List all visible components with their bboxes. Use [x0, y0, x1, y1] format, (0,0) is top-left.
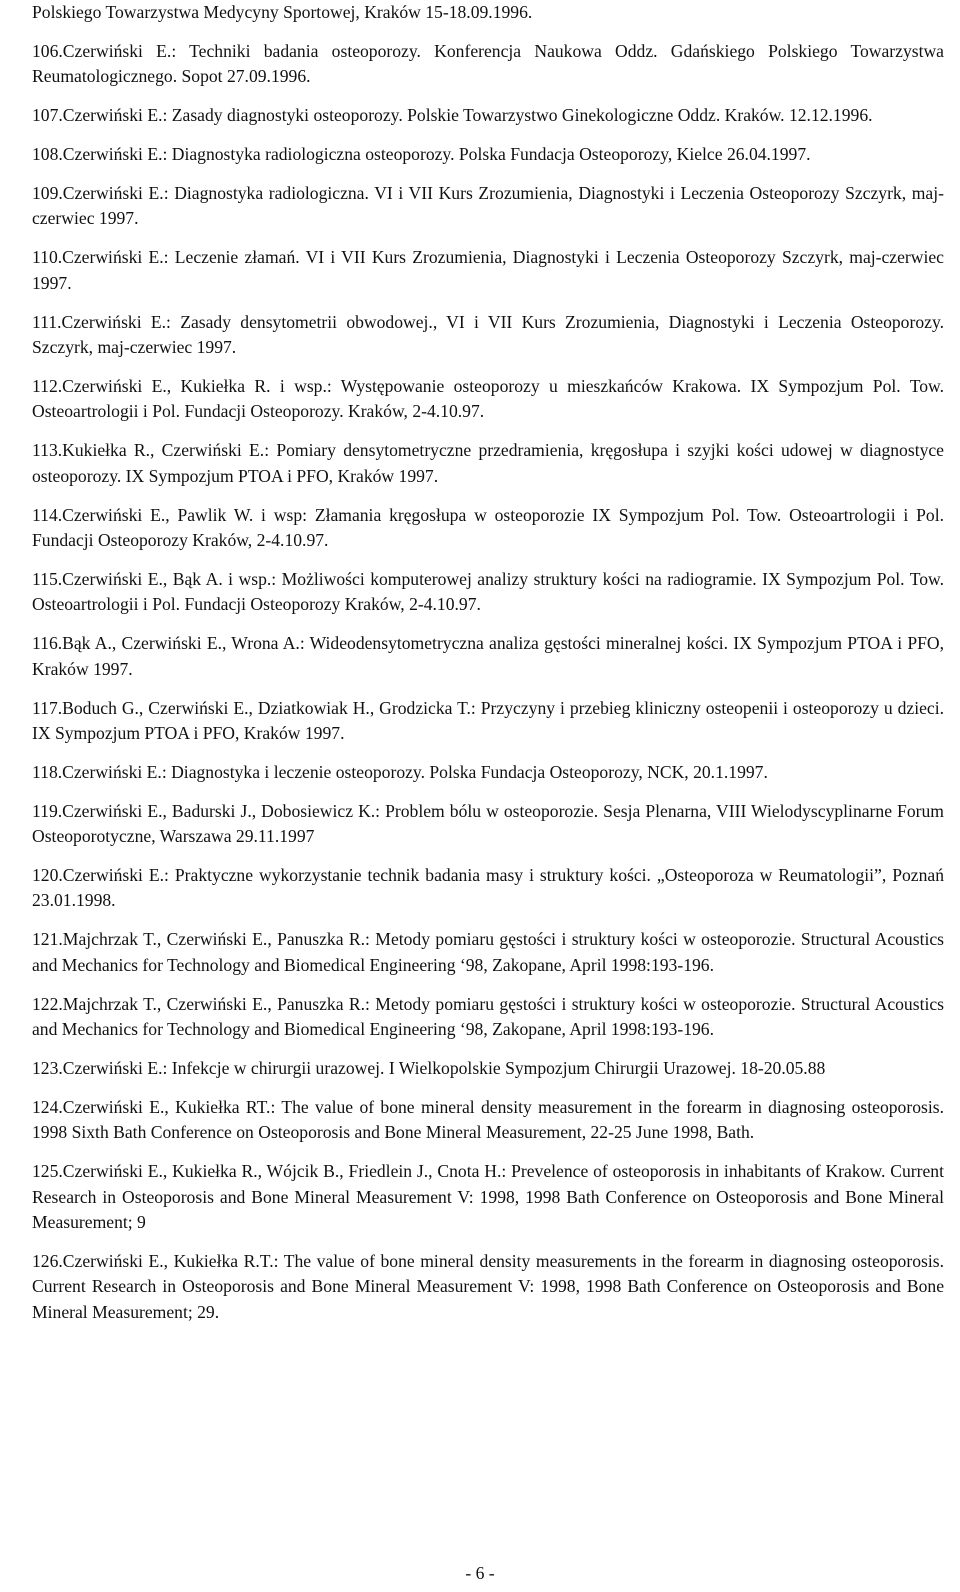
- reference-text: Czerwiński E., Bąk A. i wsp.: Możliwości komputerowej analizy struktury kości na radiogramie. IX Sympozjum Pol. Tow. Osteoartrologii i Pol. Fundacji Osteoporozy Kraków, 2-4.10.97.: [32, 568, 944, 615]
- reference-number: 113.: [32, 440, 63, 461]
- reference-number: 116.: [32, 633, 63, 654]
- reference-text: Czerwiński E., Kukiełka RT.: The value of bone mineral density measurement in the forearm in diagnosing osteoporosis. 1998 Sixth Bath Conference on Osteoporosis and Bone Mineral Measurement, 22-25 June 1998, Bath.: [32, 1096, 944, 1143]
- reference-entry: [32, 631, 944, 682]
- reference-text: Czerwiński E.: Diagnostyka radiologiczna. VI i VII Kurs Zrozumienia, Diagnostyki i Leczenia Osteoporozy Szczyrk, maj-czerwiec 1997.: [32, 183, 944, 229]
- reference-text: Czerwiński E.: Infekcje w chirurgii urazowej. I Wielkopolskie Sympozjum Chirurgii Urazowej. 18-20.05.88: [62, 1058, 826, 1078]
- reference-number: 117.: [32, 697, 63, 718]
- continued-reference-line: Polskiego Towarzystwa Medycyny Sportowej, Kraków 15-18.09.1996.: [32, 2, 533, 22]
- reference-entry: [32, 567, 944, 618]
- reference-text: Czerwiński E., Badurski J., Dobosiewicz K.: Problem bólu w osteoporozie. Sesja Plenarna, VIII Wielodyscyplinarne Forum Osteoporotyczne, Warszawa 29.11.1997: [32, 800, 944, 847]
- reference-text: Czerwiński E., Kukiełka R., Wójcik B., Friedlein J., Cnota H.: Prevelence of osteoporosis in inhabitants of Krakow. Current Research in Osteoporosis and Bone Mineral Measurement V: 1998, 1998 Bath Conference on Osteoporosis and Bone Mineral Measurement; 9: [32, 1161, 944, 1233]
- reference-text: Czerwiński E.: Praktyczne wykorzystanie technik badania masy i struktury kości. „Osteoporoza w Reumatologii”, Poznań 23.01.1998.: [32, 865, 944, 911]
- reference-text: Czerwiński E.: Diagnostyka i leczenie osteoporozy. Polska Fundacja Osteoporozy, NCK, 20.1.1997.: [62, 761, 768, 782]
- reference-entry: [32, 181, 944, 232]
- reference-text: Czerwiński E., Kukiełka R. i wsp.: Występowanie osteoporozy u mieszkańców Krakowa. IX Sympozjum Pol. Tow. Osteoartrologii i Pol. Fundacji Osteoporozy. Kraków, 2-4.10.97.: [32, 375, 944, 422]
- reference-text: Bąk A., Czerwiński E., Wrona A.: Wideodensytometryczna analiza gęstości mineralnej kości. IX Sympozjum PTOA i PFO, Kraków 1997.: [32, 633, 944, 679]
- reference-number: 120.: [32, 865, 63, 886]
- reference-entry: [32, 696, 944, 747]
- reference-entry: [32, 863, 944, 914]
- reference-number: 123.: [32, 1058, 63, 1078]
- continued-reference-text: [32, 0, 944, 25]
- reference-entry: [32, 1159, 944, 1235]
- reference-entry: [32, 1095, 944, 1146]
- reference-number: 107.: [32, 105, 63, 126]
- reference-text: Czerwiński E.: Leczenie złamań. VI i VII Kurs Zrozumienia, Diagnostyki i Leczenia Osteoporozy Szczyrk, maj-czerwiec 1997.: [32, 247, 944, 293]
- reference-text: Czerwiński E.: Zasady densytometrii obwodowej., VI i VII Kurs Zrozumienia, Diagnostyki i Leczenia Osteoporozy. Szczyrk, maj-czerwiec 1997.: [32, 311, 944, 358]
- reference-number: 121.: [32, 929, 63, 950]
- reference-entry: [32, 438, 944, 489]
- reference-number: 114.: [32, 504, 63, 525]
- reference-number: 119.: [32, 800, 63, 821]
- reference-number: 108.: [32, 144, 63, 165]
- reference-number: 118.: [32, 761, 63, 782]
- reference-number: 109.: [32, 183, 63, 204]
- reference-number: 124.: [32, 1096, 63, 1117]
- reference-text: Czerwiński E., Kukiełka R.T.: The value of bone mineral density measurements in the forearm in diagnosing osteoporosis. Current Research in Osteoporosis and Bone Mineral Measurement V: 1998, 1998 Bath Conference on Osteoporosis and Bone Mineral Measurement; 29.: [32, 1250, 944, 1322]
- reference-text: Czerwiński E.: Techniki badania osteoporozy. Konferencja Naukowa Oddz. Gdańskiego Polskiego Towarzystwa Reumatologicznego. Sopot 27.09.1996.: [32, 40, 944, 87]
- reference-entry: [32, 992, 944, 1043]
- reference-text: Czerwiński E.: Zasady diagnostyki osteoporozy. Polskie Towarzystwo Ginekologiczne Oddz. Kraków. 12.12.1996.: [62, 105, 873, 126]
- reference-list: [32, 39, 944, 1325]
- reference-number: 122.: [32, 993, 63, 1014]
- reference-text: Boduch G., Czerwiński E., Dziatkowiak H., Grodzicka T.: Przyczyny i przebieg kliniczny osteopenii i osteoporozy u dzieci. IX Sympozjum PTOA i PFO, Kraków 1997.: [32, 697, 944, 743]
- page-number: - 6 -: [465, 1563, 495, 1583]
- reference-number: 110.: [32, 247, 63, 268]
- reference-entry: [32, 760, 944, 785]
- reference-entry: [32, 927, 944, 978]
- reference-text: Majchrzak T., Czerwiński E., Panuszka R.: Metody pomiaru gęstości i struktury kości w osteoporozie. Structural Acoustics and Mechanics for Technology and Biomedical Engineering ‘98, Zakopane, April 1998:193-196.: [32, 993, 944, 1040]
- reference-entry: [32, 310, 944, 361]
- reference-entry: [32, 374, 944, 425]
- reference-text: Majchrzak T., Czerwiński E., Panuszka R.: Metody pomiaru gęstości i struktury kości w osteoporozie. Structural Acoustics and Mechanics for Technology and Biomedical Engineering ‘98, Zakopane, April 1998:193-196.: [32, 929, 944, 975]
- reference-entry: [32, 503, 944, 554]
- reference-entry: [32, 103, 944, 128]
- reference-text: Kukiełka R., Czerwiński E.: Pomiary densytometryczne przedramienia, kręgosłupa i szyjki kości udowej w diagnostyce osteoporozy. IX Sympozjum PTOA i PFO, Kraków 1997.: [32, 440, 944, 486]
- reference-number: 115.: [32, 568, 63, 589]
- reference-text: Czerwiński E.: Diagnostyka radiologiczna osteoporozy. Polska Fundacja Osteoporozy, Kielce 26.04.1997.: [62, 144, 811, 165]
- reference-entry: [32, 245, 944, 296]
- reference-number: 106.: [32, 40, 63, 61]
- reference-entry: [32, 1249, 944, 1325]
- reference-entry: [32, 39, 944, 90]
- reference-entry: [32, 799, 944, 850]
- reference-list-container: [32, 0, 944, 1339]
- reference-text: Czerwiński E., Pawlik W. i wsp: Złamania kręgosłupa w osteoporozie IX Sympozjum Pol. Tow. Osteoartrologii i Pol. Fundacji Osteoporozy Kraków, 2-4.10.97.: [32, 504, 944, 550]
- reference-number: 126.: [32, 1250, 63, 1271]
- reference-entry: [32, 142, 944, 167]
- reference-entry: [32, 1056, 944, 1081]
- reference-number: 111.: [32, 311, 62, 332]
- reference-number: 125.: [32, 1161, 63, 1182]
- reference-number: 112.: [32, 375, 63, 396]
